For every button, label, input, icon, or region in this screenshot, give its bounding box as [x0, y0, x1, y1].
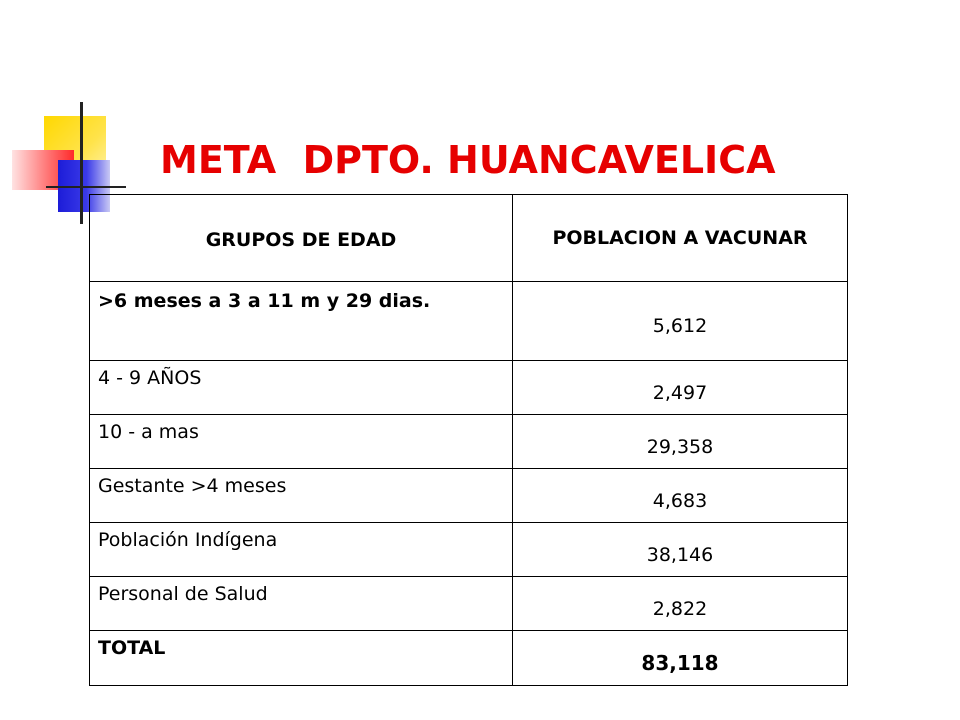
- logo-vertical-line: [80, 102, 83, 224]
- table-row: [90, 282, 848, 361]
- slide-title: META DPTO. HUANCAVELICA: [160, 138, 776, 182]
- table-row: [90, 523, 848, 577]
- row-value: 38,146: [513, 523, 848, 577]
- row-group-label: >6 meses a 3 a 11 m y 29 dias.: [90, 282, 513, 361]
- header-age-groups: GRUPOS DE EDAD: [90, 195, 513, 282]
- table-header-row: [90, 195, 848, 282]
- row-group-label: 10 - a mas: [90, 415, 513, 469]
- table-row: [90, 415, 848, 469]
- total-label: TOTAL: [90, 631, 513, 686]
- row-value: 29,358: [513, 415, 848, 469]
- population-table: [89, 194, 848, 686]
- row-group-label: Personal de Salud: [90, 577, 513, 631]
- row-value: 2,497: [513, 361, 848, 415]
- header-population: POBLACION A VACUNAR: [513, 195, 848, 282]
- table-row: [90, 577, 848, 631]
- row-group-label: 4 - 9 AÑOS: [90, 361, 513, 415]
- table-row: [90, 361, 848, 415]
- row-value: 5,612: [513, 282, 848, 361]
- row-value: 2,822: [513, 577, 848, 631]
- row-value: 4,683: [513, 469, 848, 523]
- row-group-label: Población Indígena: [90, 523, 513, 577]
- table-row: [90, 469, 848, 523]
- row-group-label: Gestante >4 meses: [90, 469, 513, 523]
- logo-horizontal-line: [46, 186, 126, 188]
- total-value: 83,118: [513, 631, 848, 686]
- table-total-row: [90, 631, 848, 686]
